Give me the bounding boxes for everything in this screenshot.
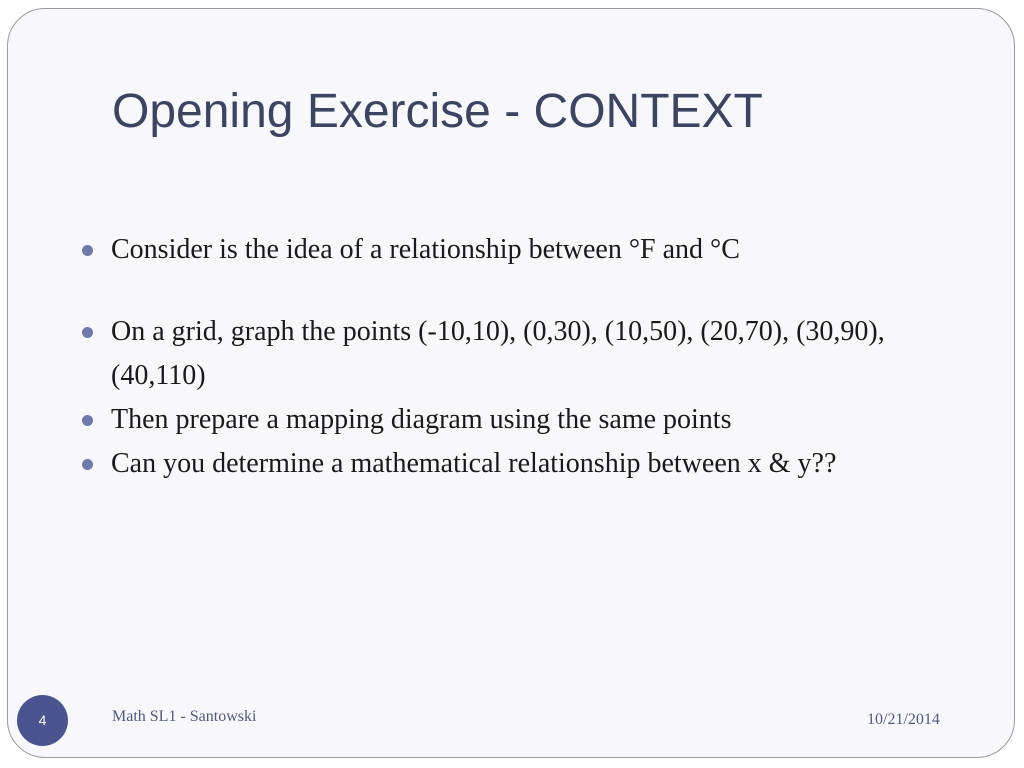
bullet-icon <box>82 327 93 338</box>
bullet-text: Then prepare a mapping diagram using the same points <box>111 404 732 435</box>
bullet-icon <box>82 415 93 426</box>
bullet-text: Consider is the idea of a relationship between °F and °C <box>111 234 740 265</box>
slide-number-badge: 4 <box>17 695 68 746</box>
bullet-icon <box>82 245 93 256</box>
footer-author: Math SL1 - Santowski <box>112 708 257 725</box>
bullet-item <box>78 228 978 272</box>
slide-title: Opening Exercise - CONTEXT <box>112 85 763 138</box>
bullet-item <box>78 310 978 398</box>
bullet-item <box>78 398 978 442</box>
bullet-list <box>78 228 978 486</box>
footer-date: 10/21/2014 <box>867 711 940 728</box>
bullet-icon <box>82 459 93 470</box>
bullet-text: On a grid, graph the points (-10,10), (0,30), (10,50), (20,70), (30,90), (40,110) <box>111 316 885 391</box>
bullet-item <box>78 442 978 486</box>
bullet-text: Can you determine a mathematical relationship between x & y?? <box>111 448 837 479</box>
